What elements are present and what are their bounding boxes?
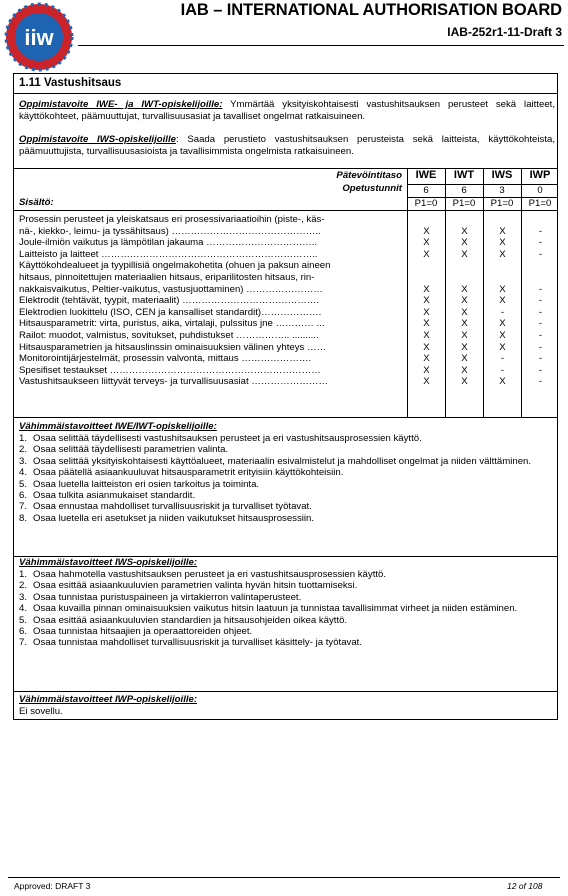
content-label: Sisältö: <box>19 197 54 208</box>
mark-cell <box>521 214 560 226</box>
logo-text: iiw <box>24 25 54 50</box>
mark-cell: - <box>538 248 543 260</box>
mark-cell: X <box>499 318 506 330</box>
col-iwe: IWE <box>415 169 437 181</box>
mark-cell: X <box>461 237 468 249</box>
objective-item <box>19 513 555 524</box>
objective-number: 3. <box>19 455 28 467</box>
footer-rule <box>8 877 560 878</box>
objective-iwe-iwt-text: Ymmärtää yksityiskohtaisesti vastushitsauksen perusteet sekä laitteet, käyttökohteet, päämuuttujat, turvallisuusasiat ja tavalliset ongelmat ratkaisuineen. <box>19 99 555 122</box>
mark-cell: - <box>538 306 543 318</box>
mark-cell: X <box>423 353 430 365</box>
mark-cell <box>483 214 522 226</box>
content-line: Elektrodit (tehtävät, tyypit, materiaalit) ……………………………………. <box>19 295 320 307</box>
mark-cell: - <box>538 376 543 388</box>
mark-cell: X <box>423 283 430 295</box>
section-title: 1.11 Vastushitsaus <box>19 77 122 89</box>
content-line: Monitorointijärjestelmät, prosessin valvonta, mittaus …………………. <box>19 353 312 365</box>
marks-iwt <box>445 214 484 388</box>
col-iwp: IWP <box>529 169 551 181</box>
objective-number: 2. <box>19 580 28 592</box>
objective-number: 7. <box>19 637 28 649</box>
mark-cell: X <box>423 376 430 388</box>
objective-number: 5. <box>19 478 28 490</box>
objective-item <box>19 580 555 591</box>
mark-cell: - <box>538 364 543 376</box>
objective-text: Osaa päätellä asiaankuuluvat hitsausparametrit erityisiin käyttökohteisiin. <box>33 467 344 479</box>
mark-cell <box>407 214 446 226</box>
objective-item <box>19 490 555 501</box>
mark-cell: X <box>461 306 468 318</box>
mark-cell <box>445 260 484 272</box>
mark-cell: X <box>423 329 430 341</box>
mark-cell: - <box>538 329 543 341</box>
hours-iwp: 0 <box>537 185 543 196</box>
col-iws: IWS <box>491 169 513 181</box>
objective-text: Osaa luetella laitteiston eri osien tarkoitus ja toiminta. <box>33 478 260 490</box>
mark-cell <box>483 272 522 284</box>
mark-cell: - <box>500 364 505 376</box>
mark-cell: - <box>538 295 543 307</box>
min-iwp-heading: Vähimmäistavoitteet IWP-opiskelijoille: <box>19 694 198 705</box>
mark-cell: X <box>423 306 430 318</box>
footer-approved: Approved: DRAFT 3 <box>14 881 91 891</box>
objective-number: 3. <box>19 591 28 603</box>
min-iwe-iwt-heading: Vähimmäistavoitteet IWE/IWT-opiskelijoille: <box>19 421 217 432</box>
mark-cell: X <box>461 283 468 295</box>
objective-text: Osaa tunnistaa mahdolliset turvallisuusriskit ja turvalliset käsittely- ja työtavat. <box>33 637 362 649</box>
mark-cell <box>445 214 484 226</box>
objective-item <box>19 433 555 444</box>
mark-cell: - <box>500 353 505 365</box>
document-id: IAB-252r1-11-Draft 3 <box>447 25 562 39</box>
min-iws-list <box>19 569 555 649</box>
mark-cell: X <box>461 329 468 341</box>
objective-text: Osaa selittää täydellisesti vastushitsauksen perusteet ja eri vastushitsausprosessien käyttö. <box>33 433 422 444</box>
objective-iws-label: Oppimistavoite IWS-opiskelijoille <box>19 134 176 145</box>
level-iws: P1=0 <box>490 198 514 209</box>
objective-number: 8. <box>19 512 28 524</box>
objective-item <box>19 603 555 614</box>
mark-cell: X <box>423 248 430 260</box>
mark-cell: X <box>499 283 506 295</box>
objective-iwe-iwt-label: Oppimistavoite IWE- ja IWT-opiskelijoille: <box>19 99 223 110</box>
mark-cell: X <box>423 225 430 237</box>
content-line: hitsaus, pinnoitettujen materiaalien hitsaus, eriparilitosten hitsaus, rin- <box>19 271 315 283</box>
objective-text: Osaa esittää asiaankuuluvien parametrien valinta hyvän hitsin tuottamiseksi. <box>33 580 358 592</box>
content-line: Railot: muodot, valmistus, sovitukset, puhdistukset …………….. .......... <box>19 329 319 341</box>
objective-text: Osaa kuvailla pinnan ominaisuuksien vaikutus hitsin laatuun ja tunnistaa tavallisimmat virheet ja niiden estäminen. <box>33 603 518 615</box>
level-label: Pätevöintitaso <box>336 170 402 181</box>
mark-cell: X <box>499 225 506 237</box>
objective-iwe-iwt <box>19 99 555 122</box>
content-line: nä-, kiekko-, leimu- ja tyssähitsaus) ……………………………………….. <box>19 225 321 237</box>
content-line: nakkaisvaikutus, Peltier-vaikutus, vastusjuottaminen) …………………… <box>19 283 323 295</box>
iiw-logo <box>4 2 74 72</box>
min-iwp-text: Ei sovellu. <box>19 706 63 717</box>
mark-cell <box>483 260 522 272</box>
content-line: Joule-ilmiön vaikutus ja lämpötilan jakauma …………………………….. <box>19 237 318 249</box>
mark-cell: X <box>461 225 468 237</box>
objective-text: Osaa selittää täydellisesti parametrien valinta. <box>33 444 229 456</box>
mark-cell: X <box>499 295 506 307</box>
mark-cell <box>521 260 560 272</box>
mark-cell: X <box>461 353 468 365</box>
min-iwe-iwt-list <box>19 433 555 524</box>
objective-text: Osaa tunnistaa hitsaajien ja operaattoreiden ohjeet. <box>33 626 253 638</box>
objective-number: 6. <box>19 626 28 638</box>
objective-item <box>19 467 555 478</box>
objective-number: 1. <box>19 433 28 444</box>
objective-number: 6. <box>19 490 28 502</box>
objective-item <box>19 569 555 580</box>
objective-item <box>19 637 555 648</box>
module-frame <box>13 73 558 720</box>
content-line: Vastushitsaukseen liittyvät terveys- ja turvallisuusasiat …………………… <box>19 376 329 388</box>
mark-cell: - <box>538 341 543 353</box>
objective-text: Osaa tulkita asianmukaiset standardit. <box>33 490 196 502</box>
mark-cell: - <box>538 353 543 365</box>
min-iws-heading: Vähimmäistavoitteet IWS-opiskelijoille: <box>19 557 198 568</box>
footer-page-number: 12 of 108 <box>507 881 543 891</box>
mark-cell <box>407 272 446 284</box>
marks-iwp <box>521 214 560 388</box>
content-line: Spesifiset testaukset ………………………………………………………… <box>19 364 321 376</box>
objective-item <box>19 592 555 603</box>
objective-number: 5. <box>19 614 28 626</box>
mark-cell: X <box>499 329 506 341</box>
level-iwp: P1=0 <box>528 198 552 209</box>
objective-text: Osaa ennustaa mahdolliset turvallisuusriskit ja turvalliset työtavat. <box>33 501 312 513</box>
mark-cell: X <box>461 341 468 353</box>
objective-item <box>19 456 555 467</box>
content-line: Laitteisto ja laitteet ………………………………………………………….. <box>19 248 318 260</box>
content-line: Prosessin perusteet ja yleiskatsaus eri prosessivariaatioihin (piste-, käs- <box>19 214 325 225</box>
hours-label: Opetustunnit <box>342 183 402 194</box>
level-iwt: P1=0 <box>452 198 476 209</box>
content-line: Hitsausparametrit: virta, puristus, aika, virtalaji, pulssitus jne ………… ... <box>19 318 325 330</box>
mark-cell: X <box>423 295 430 307</box>
col-iwt: IWT <box>453 169 475 181</box>
mark-cell: X <box>499 341 506 353</box>
content-line: Käyttökohdealueet ja tyypillisiä ongelmakohetita (ohuen ja paksun aineen <box>19 260 331 272</box>
objective-number: 2. <box>19 444 28 456</box>
objective-text: Osaa hahmotella vastushitsauksen perusteet ja eri vastushitsausprosessien käyttö. <box>33 569 387 580</box>
mark-cell: X <box>461 295 468 307</box>
mark-cell: X <box>423 237 430 249</box>
objective-text: Osaa selittää yksityiskohtaisesti käyttöalueet, materiaalin esivalmistelut ja mahdolliset ongelmat ja niiden välttäminen. <box>33 455 532 467</box>
objective-number: 4. <box>19 467 28 479</box>
mark-cell <box>445 272 484 284</box>
mark-cell <box>407 260 446 272</box>
objective-item <box>19 501 555 512</box>
objective-number: 7. <box>19 501 28 513</box>
objective-item <box>19 479 555 490</box>
board-title: IAB – INTERNATIONAL AUTHORISATION BOARD <box>180 1 562 19</box>
mark-cell: X <box>499 376 506 388</box>
mark-cell: X <box>499 237 506 249</box>
hours-iwe: 6 <box>423 185 429 196</box>
mark-cell: X <box>461 248 468 260</box>
mark-cell: X <box>423 364 430 376</box>
objective-item <box>19 444 555 455</box>
objective-number: 4. <box>19 603 28 615</box>
objective-iws-text: : Saada perustieto vastushitsauksen perusteista sekä laitteista, käyttökohteista, päämuuttujista, turvallisuusasioista ja tavallisimmista ongelmista ratkaisuineen. <box>19 134 555 157</box>
mark-cell <box>521 272 560 284</box>
objective-item <box>19 626 555 637</box>
mark-cell: X <box>423 341 430 353</box>
header-rule <box>78 45 564 46</box>
hours-iwt: 6 <box>461 185 467 196</box>
mark-cell: - <box>538 318 543 330</box>
mark-cell: X <box>499 248 506 260</box>
marks-iwe <box>407 214 446 388</box>
objective-number: 1. <box>19 569 28 580</box>
objective-text: Osaa esittää asiaankuuluvien standardien ja hitsausohjeiden oikea käyttö. <box>33 614 348 626</box>
objective-text: Osaa luetella eri asetukset ja niiden vaikutukset hitsausprosessiin. <box>33 512 315 524</box>
marks-iws <box>483 214 522 388</box>
mark-cell: - <box>500 306 505 318</box>
mark-cell: X <box>461 364 468 376</box>
hours-iws: 3 <box>499 185 505 196</box>
content-line: Elektrodien luokittelu (ISO, CEN ja kansalliset standardit)………………. <box>19 306 322 318</box>
objective-item <box>19 615 555 626</box>
mark-cell: - <box>538 283 543 295</box>
mark-cell: X <box>423 318 430 330</box>
mark-cell: - <box>538 237 543 249</box>
objective-text: Osaa tunnistaa puristuspaineen ja virtakierron valintaperusteet. <box>33 591 302 603</box>
mark-cell: X <box>461 376 468 388</box>
mark-cell: X <box>461 318 468 330</box>
content-line: Hitsausparametrien ja hitsauslinssin ominaisuuksien välinen yhteys …… <box>19 341 327 353</box>
level-iwe: P1=0 <box>414 198 438 209</box>
mark-cell: - <box>538 225 543 237</box>
objective-iws <box>19 134 555 157</box>
content-list <box>19 214 403 388</box>
